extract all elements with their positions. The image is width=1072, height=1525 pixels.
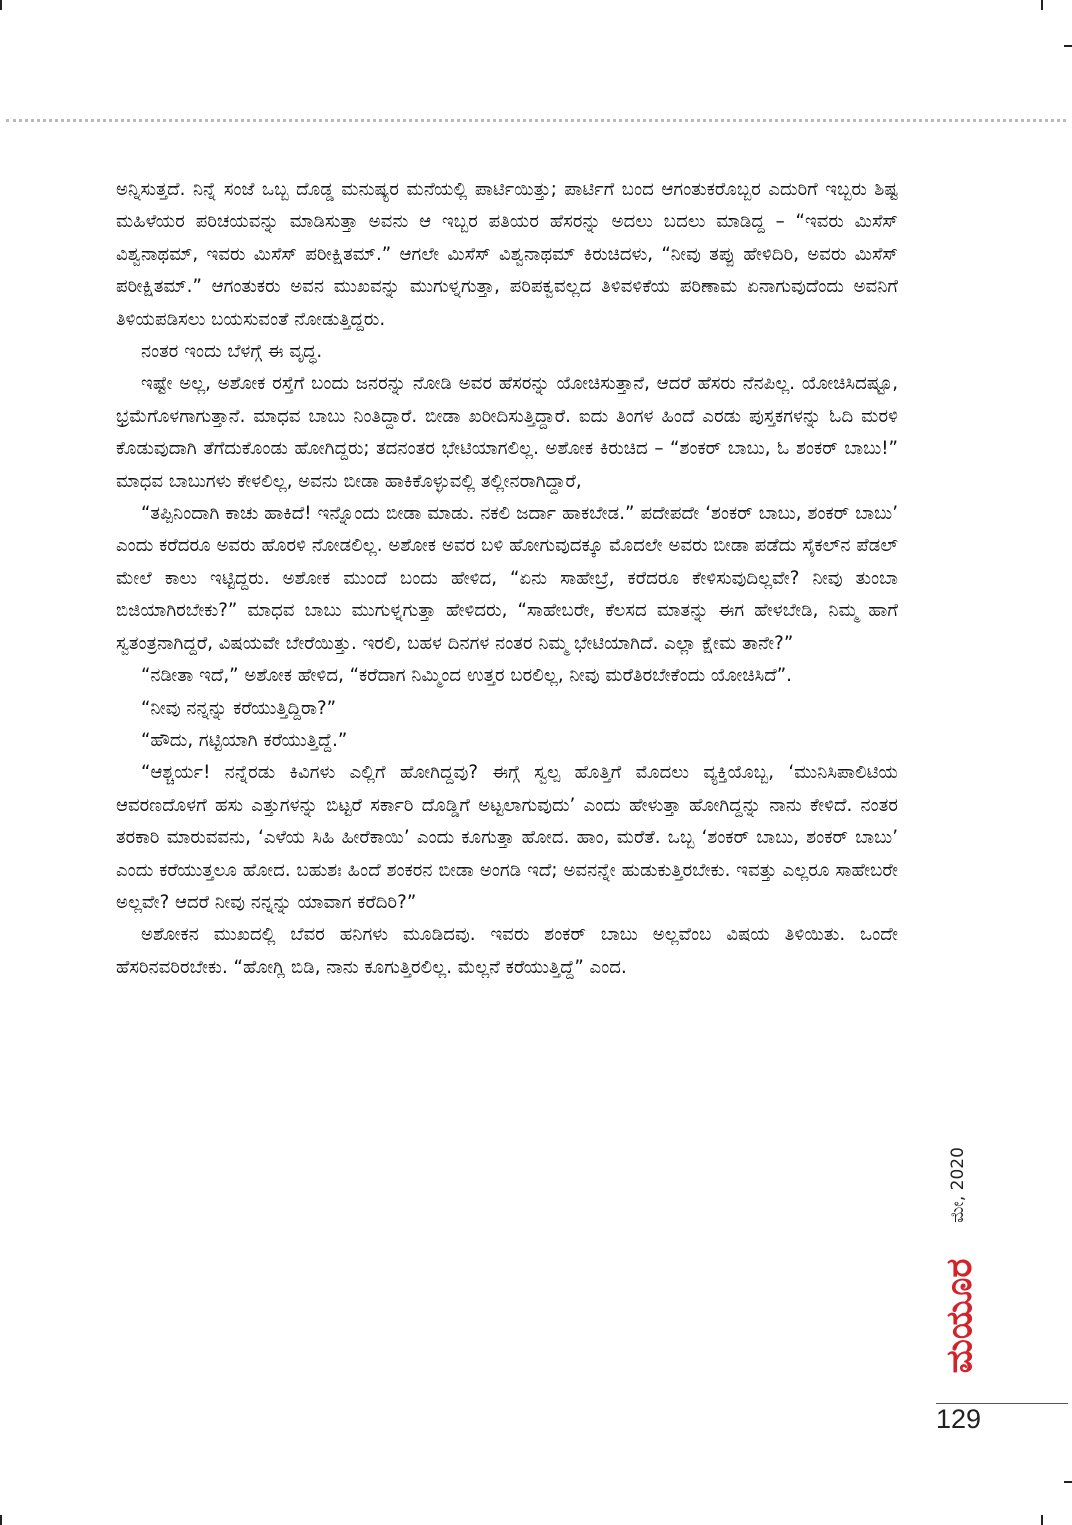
dotted-rule: [6, 119, 1066, 122]
issue-date-text: ಮೇ, 2020: [948, 1147, 968, 1223]
magazine-name-text: ಮಯೂರ: [939, 1258, 980, 1374]
paragraph: “ನೀವು ನನ್ನನ್ನು ಕರೆಯುತ್ತಿದ್ದಿರಾ?”: [141, 697, 337, 719]
magazine-name: [932, 1248, 988, 1384]
crop-mark-bottom-left: [0, 1515, 2, 1525]
paragraph: ನಂತರ ಇಂದು ಬೆಳಗ್ಗೆ ಈ ವೃದ್ಧ.: [141, 341, 323, 363]
paragraph: “ಹೌದು, ಗಟ್ಟಿಯಾಗಿ ಕರೆಯುತ್ತಿದ್ದೆ.”: [141, 729, 348, 751]
issue-date: [946, 1130, 970, 1240]
page-number: 129: [936, 1404, 982, 1434]
crop-mark-top-left: [0, 0, 2, 10]
crop-mark-top-right: [1041, 0, 1043, 10]
crop-mark-right-bottom: [1064, 1481, 1072, 1483]
paragraph: ಇಷ್ಟೇ ಅಲ್ಲ, ಅಶೋಕ ರಸ್ತೆಗೆ ಬಂದು ಜನರನ್ನು ನೋಡಿ ಅವರ ಹೆಸರನ್ನು ಯೋಚಿಸುತ್ತಾನೆ, ಆದರೆ ಹೆಸರು ನೆನಪಿಲ್ಲ. ಯೋಚಿಸಿದಷ್ಟೂ, ಭ್ರಮೆಗೊಳಗಾಗುತ್ತಾನೆ. ಮಾಧವ ಬಾಬು ನಿಂತಿದ್ದಾರೆ. ಬೀಡಾ ಖರೀದಿಸುತ್ತಿದ್ದಾರೆ. ಐದು ತಿಂಗಳ ಹಿಂದೆ ಎರಡು ಪುಸ್ತಕಗಳನ್ನು ಓದಿ ಮರಳಿ ಕೊಡುವುದಾಗಿ ತೆಗೆದುಕೊಂಡು ಹೋಗಿದ್ದರು; ತದನಂತರ ಭೇಟಿಯಾಗಲಿಲ್ಲ. ಅಶೋಕ ಕಿರುಚಿದ – “ಶಂಕರ್ ಬಾಬು, ಓ ಶಂಕರ್ ಬಾಬು!” ಮಾಧವ ಬಾಬುಗಳು ಕೇಳಲಿಲ್ಲ, ಅವನು ಬೀಡಾ ಹಾಕಿಕೊಳ್ಳುವಲ್ಲಿ ತಲ್ಲೀನರಾಗಿದ್ದಾರೆ,: [116, 373, 898, 492]
paragraph: “ಆಶ್ಚರ್ಯ! ನನ್ನೆರಡು ಕಿವಿಗಳು ಎಲ್ಲಿಗೆ ಹೋಗಿದ್ದವು? ಈಗ್ಗೆ ಸ್ವಲ್ಪ ಹೊತ್ತಿಗೆ ಮೊದಲು ವ್ಯಕ್ತಿಯೊಬ್ಬ, ‘ಮುನಿಸಿಪಾಲಿಟಿಯ ಆವರಣದೊಳಗೆ ಹಸು ಎತ್ತುಗಳನ್ನು ಬಿಟ್ಟರೆ ಸರ್ಕಾರಿ ದೊಡ್ಡಿಗೆ ಅಟ್ಟಲಾಗುವುದು’ ಎಂದು ಹೇಳುತ್ತಾ ಹೋಗಿದ್ದನ್ನು ನಾನು ಕೇಳಿದೆ. ನಂತರ ತರಕಾರಿ ಮಾರುವವನು, ‘ಎಳೆಯ ಸಿಹಿ ಹೀರೆಕಾಯಿ’ ಎಂದು ಕೂಗುತ್ತಾ ಹೋದ. ಹಾಂ, ಮರೆತೆ. ಒಬ್ಬ ‘ಶಂಕರ್ ಬಾಬು, ಶಂಕರ್ ಬಾಬು’ ಎಂದು ಕರೆಯುತ್ತಲೂ ಹೋದ. ಬಹುಶಃ ಹಿಂದೆ ಶಂಕರನ ಬೀಡಾ ಅಂಗಡಿ ಇದೆ; ಅವನನ್ನೇ ಹುಡುಕುತ್ತಿರಬೇಕು. ಇವತ್ತು ಎಲ್ಲರೂ ಸಾಹೇಬರೇ ಅಲ್ಲವೇ? ಆದರೆ ನೀವು ನನ್ನನ್ನು ಯಾವಾಗ ಕರೆದಿರಿ?”: [116, 762, 898, 913]
paragraph: “ನಡೀತಾ ಇದೆ,” ಅಶೋಕ ಹೇಳಿದ, “ಕರೆದಾಗ ನಿಮ್ಮಿಂದ ಉತ್ತರ ಬರಲಿಲ್ಲ, ನೀವು ಮರೆತಿರಬೇಕೆಂದು ಯೋಚಿಸಿದೆ”.: [141, 665, 792, 687]
crop-mark-bottom-right: [1041, 1515, 1043, 1525]
article-body: [116, 174, 898, 984]
crop-mark-right-top: [1064, 45, 1072, 47]
paragraph: ಅನ್ನಿಸುತ್ತದೆ. ನಿನ್ನೆ ಸಂಜೆ ಒಬ್ಬ ದೊಡ್ಡ ಮನುಷ್ಯರ ಮನೆಯಲ್ಲಿ ಪಾರ್ಟಿಯಿತ್ತು; ಪಾರ್ಟಿಗೆ ಬಂದ ಆಗಂತುಕರೊಬ್ಬರ ಎದುರಿಗೆ ಇಬ್ಬರು ಶಿಷ್ಟ ಮಹಿಳೆಯರ ಪರಿಚಯವನ್ನು ಮಾಡಿಸುತ್ತಾ ಅವನು ಆ ಇಬ್ಬರ ಪತಿಯರ ಹೆಸರನ್ನು ಅದಲು ಬದಲು ಮಾಡಿದ್ದ – “ಇವರು ಮಿಸೆಸ್ ವಿಶ್ವನಾಥಮ್, ಇವರು ಮಿಸೆಸ್ ಪರೀಕ್ಷಿತಮ್.” ಆಗಲೇ ಮಿಸೆಸ್ ವಿಶ್ವನಾಥಮ್ ಕಿರುಚಿದಳು, “ನೀವು ತಪ್ಪು ಹೇಳಿದಿರಿ, ಅವರು ಮಿಸೆಸ್ ಪರೀಕ್ಷಿತಮ್.” ಆಗಂತುಕರು ಅವನ ಮುಖವನ್ನು ಮುಗುಳ್ನಗುತ್ತಾ, ಪರಿಪಕ್ವವಲ್ಲದ ತಿಳಿವಳಿಕೆಯ ಪರಿಣಾಮ ಏನಾಗುವುದೆಂದು ಅವನಿಗೆ ತಿಳಿಯಪಡಿಸಲು ಬಯಸುವಂತೆ ನೋಡುತ್ತಿದ್ದರು.: [116, 179, 898, 330]
paragraph: “ತಪ್ಪಿನಿಂದಾಗಿ ಕಾಚು ಹಾಕಿದೆ! ಇನ್ನೊಂದು ಬೀಡಾ ಮಾಡು. ನಕಲಿ ಜರ್ದಾ ಹಾಕಬೇಡ.” ಪದೇಪದೇ ‘ಶಂಕರ್ ಬಾಬು, ಶಂಕರ್ ಬಾಬು’ ಎಂದು ಕರೆದರೂ ಅವರು ಹೊರಳಿ ನೋಡಲಿಲ್ಲ. ಅಶೋಕ ಅವರ ಬಳಿ ಹೋಗುವುದಕ್ಕೂ ಮೊದಲೇ ಅವರು ಬೀಡಾ ಪಡೆದು ಸೈಕಲ್‌ನ ಪೆಡಲ್ ಮೇಲೆ ಕಾಲು ಇಟ್ಟಿದ್ದರು. ಅಶೋಕ ಮುಂದೆ ಬಂದು ಹೇಳಿದ, “ಏನು ಸಾಹೇಬ್ರೆ, ಕರೆದರೂ ಕೇಳಿಸುವುದಿಲ್ಲವೇ? ನೀವು ತುಂಬಾ ಬಿಜಿಯಾಗಿರಬೇಕು?” ಮಾಧವ ಬಾಬು ಮುಗುಳ್ನಗುತ್ತಾ ಹೇಳಿದರು, “ಸಾಹೇಬರೇ, ಕೆಲಸದ ಮಾತನ್ನು ಈಗ ಹೇಳಬೇಡಿ, ನಿಮ್ಮ ಹಾಗೆ ಸ್ವತಂತ್ರನಾಗಿದ್ದರೆ, ವಿಷಯವೇ ಬೇರೆಯಿತ್ತು. ಇರಲಿ, ಬಹಳ ದಿನಗಳ ನಂತರ ನಿಮ್ಮ ಭೇಟಿಯಾಗಿದೆ. ಎಲ್ಲಾ ಕ್ಷೇಮ ತಾನೇ?”: [116, 503, 898, 654]
paragraph: ಅಶೋಕನ ಮುಖದಲ್ಲಿ ಬೆವರ ಹನಿಗಳು ಮೂಡಿದವು. ಇವರು ಶಂಕರ್ ಬಾಬು ಅಲ್ಲವೆಂಬ ವಿಷಯ ತಿಳಿಯಿತು. ಒಂದೇ ಹೆಸರಿನವರಿರಬೇಕು. “ಹೋಗ್ಲಿ ಬಿಡಿ, ನಾನು ಕೂಗುತ್ತಿರಲಿಲ್ಲ. ಮೆಲ್ಲನೆ ಕರೆಯುತ್ತಿದ್ದೆ” ಎಂದ.: [116, 924, 898, 978]
